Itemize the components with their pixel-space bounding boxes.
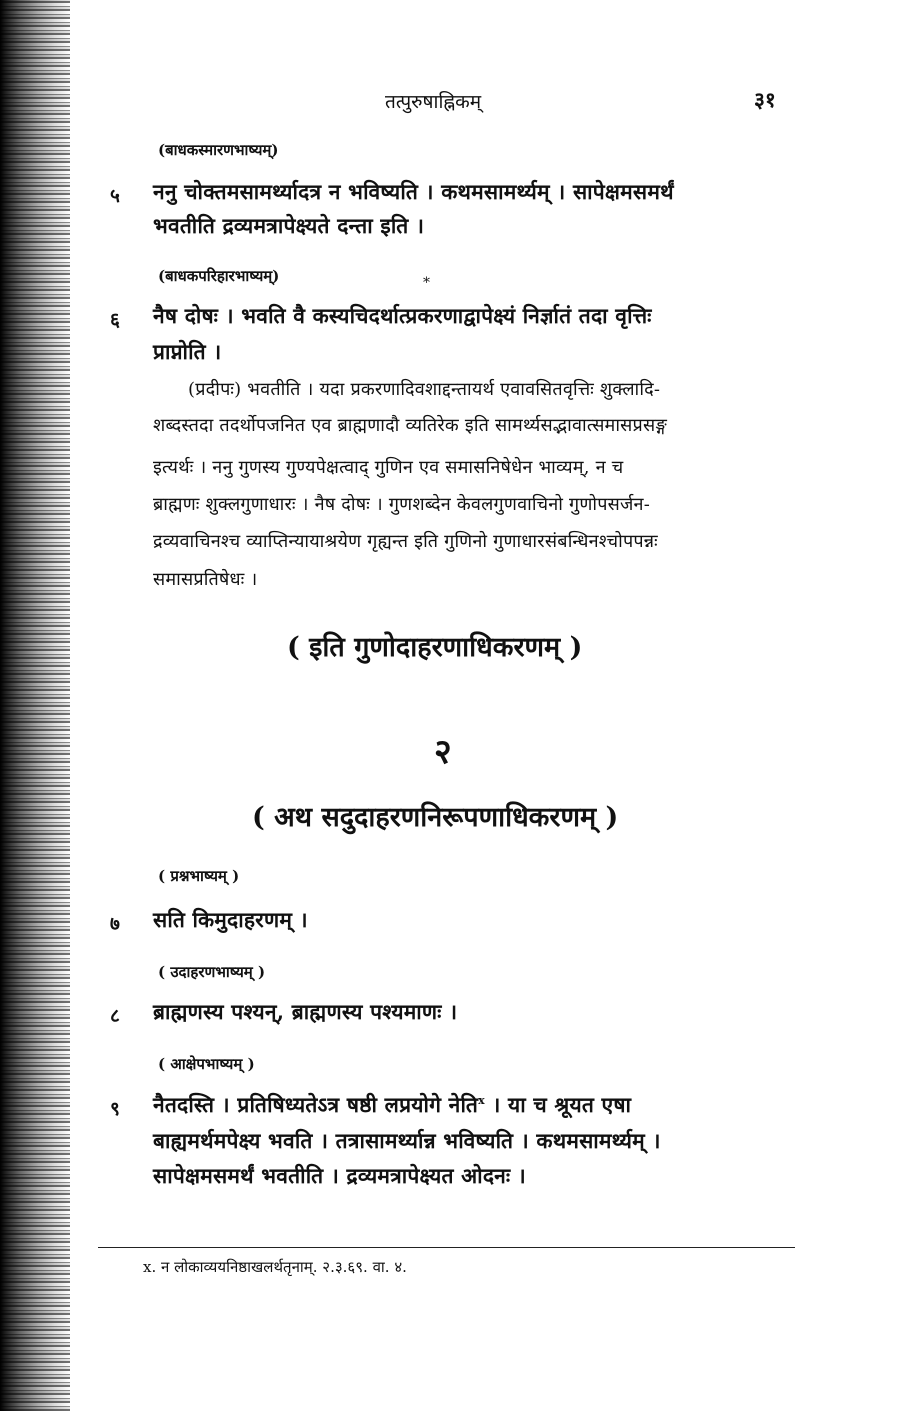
block-label: ( उदाहरणभाष्यम् ): [158, 963, 266, 981]
footnote-mark: x: [478, 1094, 485, 1107]
section-number: २: [434, 732, 452, 772]
pradipa-line: द्रव्यवाचिनश्च व्याप्तिन्यायाश्रयेण गृह्यन्त इति गुणिनो गुणाधारसंबन्धिनश्चोपपन्नः: [153, 531, 658, 552]
bhashya-number: ६: [110, 309, 120, 331]
pradipa-line: समासप्रतिषेधः ।: [153, 569, 258, 590]
footnote-divider: [98, 1247, 795, 1248]
pradipa-line: शब्दस्तदा तदर्थोपजनित एव ब्राह्मणादौ व्यतिरेक इति सामर्थ्यसद्भावात्समासप्रसङ्ग: [153, 415, 667, 436]
bhashya-number: ८: [110, 1005, 120, 1027]
bhashya-line: सति किमुदाहरणम् ।: [153, 907, 308, 932]
asterisk-mark: *: [423, 275, 430, 291]
bhashya-line: ब्राह्मणस्य पश्यन्, ब्राह्मणस्य पश्यमाणः ।: [153, 999, 458, 1024]
block-label: (बाधकपरिहारभाष्यम्): [158, 267, 280, 285]
bhashya-line: सापेक्षमसमर्थं भवतीति । द्रव्यमत्रापेक्ष्यत ओदनः ।: [153, 1163, 526, 1188]
block-label: ( आक्षेपभाष्यम् ): [158, 1055, 255, 1073]
bhashya-line: [153, 1091, 631, 1119]
footnote-text: x. न लोकाव्ययनिष्ठाखलर्थतृनाम्. २.३.६९. वा. ४.: [143, 1258, 407, 1276]
bhashya-line: प्राप्नोति ।: [153, 339, 222, 364]
bhashya-line: ननु चोक्तमसामर्थ्यादत्र न भविष्यति । कथमसामर्थ्यम् । सापेक्षमसमर्थं: [153, 179, 674, 204]
bhashya-number: ७: [110, 913, 120, 935]
bhashya-text: नैतदस्ति । प्रतिषिध्यतेऽत्र षष्ठी लप्रयोगे नेति: [153, 1092, 479, 1117]
pradipa-line: (प्रदीपः) भवतीति । यदा प्रकरणादिवशाद्दन्तायर्थ एवावसितवृत्तिः शुक्लादि-: [188, 379, 661, 400]
bhashya-line: भवतीति द्रव्यमत्रापेक्ष्यते दन्ता इति ।: [153, 213, 425, 238]
bhashya-line: बाह्यमर्थमपेक्ष्य भवति । तत्रासामर्थ्यान्न भविष्यति । कथमसामर्थ्यम् ।: [153, 1128, 661, 1153]
scanned-page-edge: [0, 0, 70, 1411]
running-header-title: तत्पुरुषाह्निकम्: [385, 91, 482, 113]
bhashya-line: नैष दोषः । भवति वै कस्यचिदर्थात्प्रकरणाद्वापेक्ष्यं निर्ज्ञातं तदा वृत्तिः: [153, 303, 652, 328]
section-start-heading: ( अथ सदुदाहरणनिरूपणाधिकरणम् ): [252, 802, 619, 833]
page-number: ३१: [754, 87, 776, 112]
bhashya-number: ५: [110, 185, 120, 207]
pradipa-line: ब्राह्मणः शुक्लगुणाधारः । नैष दोषः । गुणशब्देन केवलगुणवाचिनो गुणोपसर्जन-: [153, 494, 651, 515]
section-end-heading: ( इति गुणोदाहरणाधिकरणम् ): [287, 632, 583, 663]
bhashya-text: । या च श्रूयत एषा: [484, 1092, 632, 1117]
block-label: (बाधकस्मारणभाष्यम्): [158, 141, 279, 159]
bhashya-number: ९: [110, 1098, 120, 1120]
pradipa-line: इत्यर्थः । ननु गुणस्य गुण्यपेक्षत्वाद् गुणिन एव समासनिषेधेन भाव्यम्, न च: [153, 457, 624, 478]
block-label: ( प्रश्नभाष्यम् ): [158, 867, 240, 885]
